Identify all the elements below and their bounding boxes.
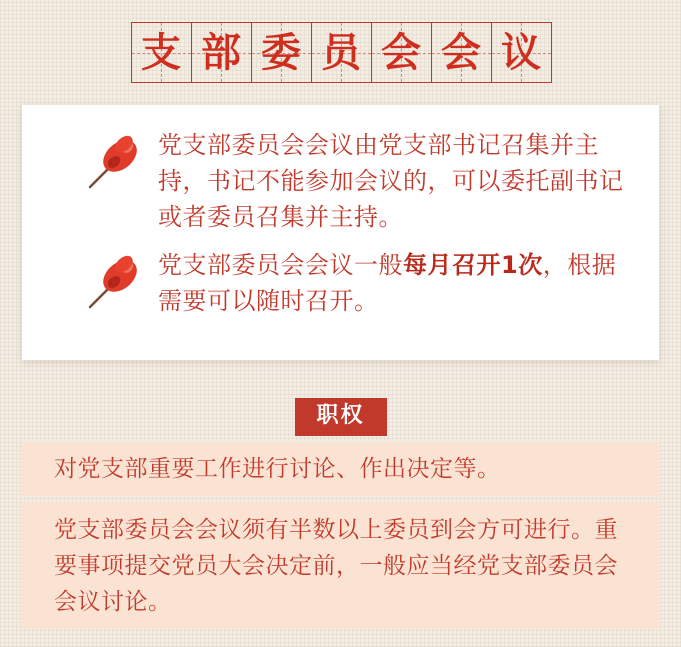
title-char-cell	[251, 22, 312, 83]
authority-text-2: 党支部委员会会议须有半数以上委员到会方可进行。重要事项提交党员大会决定前，一般应当经党支部委员会会议讨论。	[54, 516, 618, 615]
title-char: 员	[321, 28, 361, 76]
title-char: 委	[261, 28, 301, 76]
title-char: 会	[381, 28, 421, 76]
title-char-cell	[191, 22, 252, 83]
bullet-text-1: 党支部委员会会议由党支部书记召集并主持，书记不能参加会议的，可以委托副书记或者委员召集并主持。	[158, 131, 624, 231]
title-char-cell	[131, 22, 192, 83]
authority-block-1	[22, 442, 659, 496]
title-char: 议	[501, 28, 541, 76]
bullet-text-2	[158, 247, 638, 319]
pushpin-icon	[84, 131, 142, 193]
title-character-grid	[131, 22, 551, 83]
title-char-cell	[311, 22, 372, 83]
bullet-text-2-after: ，根据需要可以随时召开。	[158, 251, 617, 315]
title-char-cell	[431, 22, 492, 83]
page-title	[0, 22, 681, 83]
bullet-text-2-before: 党支部委员会会议一般	[158, 251, 403, 279]
bullet-text-2-emphasis: 每月召开1次	[403, 251, 543, 279]
title-char-cell	[491, 22, 552, 83]
info-card	[22, 105, 659, 360]
authority-block-2	[22, 502, 659, 629]
title-char: 会	[441, 28, 481, 76]
pushpin-icon	[84, 251, 142, 313]
title-char: 部	[201, 28, 241, 76]
authority-text-1: 对党支部重要工作进行讨论、作出决定等。	[54, 456, 501, 482]
section-tag-authority: 职权	[294, 398, 386, 436]
title-char: 支	[141, 28, 181, 76]
title-char-cell	[371, 22, 432, 83]
